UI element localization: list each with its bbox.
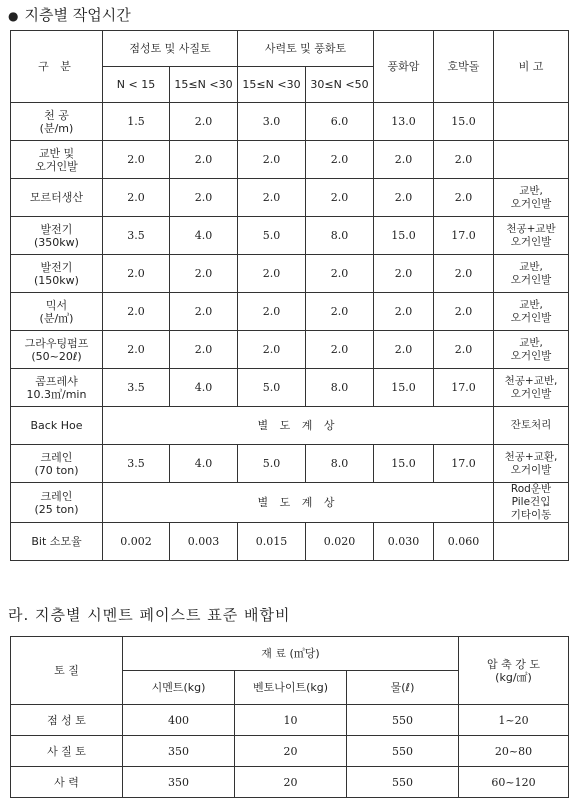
bentonite-cell: 20 [235, 767, 347, 798]
remark-cell: 교반, 오거인발 [494, 179, 569, 217]
value-cell: 2.0 [306, 255, 374, 293]
value-cell: 2.0 [238, 141, 306, 179]
row-label: 모르터생산 [11, 179, 103, 217]
row-label: 발전기 (150kw) [11, 255, 103, 293]
header-water: 물(ℓ) [347, 671, 459, 705]
table-row [11, 217, 569, 255]
value-cell: 17.0 [434, 217, 494, 255]
value-cell: 0.015 [238, 523, 306, 561]
value-cell: 4.0 [170, 445, 238, 483]
value-cell: 2.0 [103, 331, 170, 369]
bullet-icon: ● [8, 9, 19, 23]
cement-cell: 400 [123, 705, 235, 736]
value-cell: 8.0 [306, 445, 374, 483]
value-cell: 3.5 [103, 369, 170, 407]
header-group-clay-sand: 점성토 및 사질토 [103, 31, 238, 67]
value-cell: 2.0 [238, 293, 306, 331]
water-cell: 550 [347, 767, 459, 798]
table-row [11, 103, 569, 141]
value-cell: 3.5 [103, 217, 170, 255]
value-cell: 2.0 [374, 293, 434, 331]
header-sub: 30≤N <50 [306, 67, 374, 103]
value-cell: 0.020 [306, 523, 374, 561]
header-sub: 15≤N <30 [170, 67, 238, 103]
value-cell: 2.0 [238, 331, 306, 369]
value-cell: 8.0 [306, 369, 374, 407]
value-cell: 4.0 [170, 369, 238, 407]
table-row [11, 767, 569, 798]
value-cell: 3.0 [238, 103, 306, 141]
value-cell: 2.0 [306, 293, 374, 331]
value-cell: 5.0 [238, 369, 306, 407]
remark-cell: 교반, 오거인발 [494, 293, 569, 331]
row-label: 교반 및 오거인발 [11, 141, 103, 179]
work-time-table [10, 30, 569, 561]
section-title-cement-mix: 라. 지층별 시멘트 페이스트 표준 배합비 [8, 606, 291, 624]
table-row [11, 293, 569, 331]
soil-cell: 사 질 토 [11, 736, 123, 767]
value-cell: 15.0 [434, 103, 494, 141]
table-row [11, 179, 569, 217]
value-cell: 2.0 [434, 141, 494, 179]
strength-cell: 1~20 [459, 705, 569, 736]
header-group-gravel-weathered: 사력토 및 풍화토 [238, 31, 374, 67]
cement-mix-table [10, 636, 569, 798]
header-cement: 시멘트(kg) [123, 671, 235, 705]
value-cell: 2.0 [103, 141, 170, 179]
value-cell: 3.5 [103, 445, 170, 483]
value-cell: 2.0 [306, 179, 374, 217]
remark-cell [494, 141, 569, 179]
header-materials: 재 료 (㎥당) [123, 637, 459, 671]
merged-value: 별 도 계 상 [103, 483, 494, 523]
value-cell: 2.0 [103, 293, 170, 331]
row-label: Bit 소모율 [11, 523, 103, 561]
row-label: 크레인 (25 ton) [11, 483, 103, 523]
remark-cell: 교반, 오거인발 [494, 331, 569, 369]
value-cell: 2.0 [434, 331, 494, 369]
strength-cell: 60~120 [459, 767, 569, 798]
soil-cell: 사 력 [11, 767, 123, 798]
row-label: 발전기 (350kw) [11, 217, 103, 255]
table-row [11, 331, 569, 369]
table-row [11, 369, 569, 407]
table-row [11, 523, 569, 561]
value-cell: 13.0 [374, 103, 434, 141]
table-row [11, 705, 569, 736]
header-bentonite: 벤토나이트(kg) [235, 671, 347, 705]
header-sub: 15≤N <30 [238, 67, 306, 103]
value-cell: 2.0 [374, 141, 434, 179]
value-cell: 2.0 [170, 141, 238, 179]
value-cell: 2.0 [434, 255, 494, 293]
remark-cell [494, 523, 569, 561]
value-cell: 5.0 [238, 445, 306, 483]
cement-cell: 350 [123, 736, 235, 767]
value-cell: 2.0 [434, 179, 494, 217]
cement-cell: 350 [123, 767, 235, 798]
value-cell: 2.0 [374, 255, 434, 293]
value-cell: 2.0 [238, 179, 306, 217]
bentonite-cell: 10 [235, 705, 347, 736]
value-cell: 0.060 [434, 523, 494, 561]
strength-cell: 20~80 [459, 736, 569, 767]
row-label: 크레인 (70 ton) [11, 445, 103, 483]
table-row [11, 736, 569, 767]
header-boulder: 호박돌 [434, 31, 494, 103]
value-cell: 2.0 [170, 293, 238, 331]
value-cell: 2.0 [103, 255, 170, 293]
table-row [11, 407, 569, 445]
section-title-work-time [8, 4, 131, 25]
remark-cell: Rod운반 Pile건입 기타이동 [494, 483, 569, 523]
value-cell: 2.0 [103, 179, 170, 217]
row-label: 믹서 (분/㎥) [11, 293, 103, 331]
table-row [11, 141, 569, 179]
water-cell: 550 [347, 705, 459, 736]
header-category: 구 분 [11, 31, 103, 103]
table-row [11, 255, 569, 293]
remark-cell: 교반, 오거인발 [494, 255, 569, 293]
value-cell: 0.030 [374, 523, 434, 561]
value-cell: 17.0 [434, 369, 494, 407]
value-cell: 2.0 [374, 331, 434, 369]
value-cell: 5.0 [238, 217, 306, 255]
value-cell: 2.0 [434, 293, 494, 331]
value-cell: 2.0 [306, 141, 374, 179]
row-label: 그라우팅펌프 (50~20ℓ) [11, 331, 103, 369]
value-cell: 1.5 [103, 103, 170, 141]
row-label: 천 공 (분/m) [11, 103, 103, 141]
header-soil: 토 질 [11, 637, 123, 705]
row-label: Back Hoe [11, 407, 103, 445]
water-cell: 550 [347, 736, 459, 767]
value-cell: 6.0 [306, 103, 374, 141]
value-cell: 2.0 [306, 331, 374, 369]
value-cell: 15.0 [374, 217, 434, 255]
value-cell: 2.0 [170, 331, 238, 369]
value-cell: 4.0 [170, 217, 238, 255]
remark-cell [494, 103, 569, 141]
header-remarks: 비 고 [494, 31, 569, 103]
remark-cell: 잔토처리 [494, 407, 569, 445]
header-strength: 압 축 강 도 (kg/㎠) [459, 637, 569, 705]
remark-cell: 천공+교환, 오거이발 [494, 445, 569, 483]
header-weathered-rock: 풍화암 [374, 31, 434, 103]
bentonite-cell: 20 [235, 736, 347, 767]
value-cell: 2.0 [238, 255, 306, 293]
soil-cell: 점 성 토 [11, 705, 123, 736]
merged-value: 별 도 계 상 [103, 407, 494, 445]
value-cell: 2.0 [170, 179, 238, 217]
value-cell: 2.0 [170, 255, 238, 293]
remark-cell: 천공+교반 오거인발 [494, 217, 569, 255]
value-cell: 15.0 [374, 369, 434, 407]
value-cell: 2.0 [374, 179, 434, 217]
table-row [11, 483, 569, 523]
row-label: 콤프레샤 10.3㎥/min [11, 369, 103, 407]
value-cell: 2.0 [170, 103, 238, 141]
value-cell: 0.003 [170, 523, 238, 561]
value-cell: 17.0 [434, 445, 494, 483]
remark-cell: 천공+교반, 오거인발 [494, 369, 569, 407]
header-sub: N < 15 [103, 67, 170, 103]
value-cell: 8.0 [306, 217, 374, 255]
table-row [11, 445, 569, 483]
value-cell: 0.002 [103, 523, 170, 561]
value-cell: 15.0 [374, 445, 434, 483]
section-title-text: 지층별 작업시간 [24, 6, 131, 24]
